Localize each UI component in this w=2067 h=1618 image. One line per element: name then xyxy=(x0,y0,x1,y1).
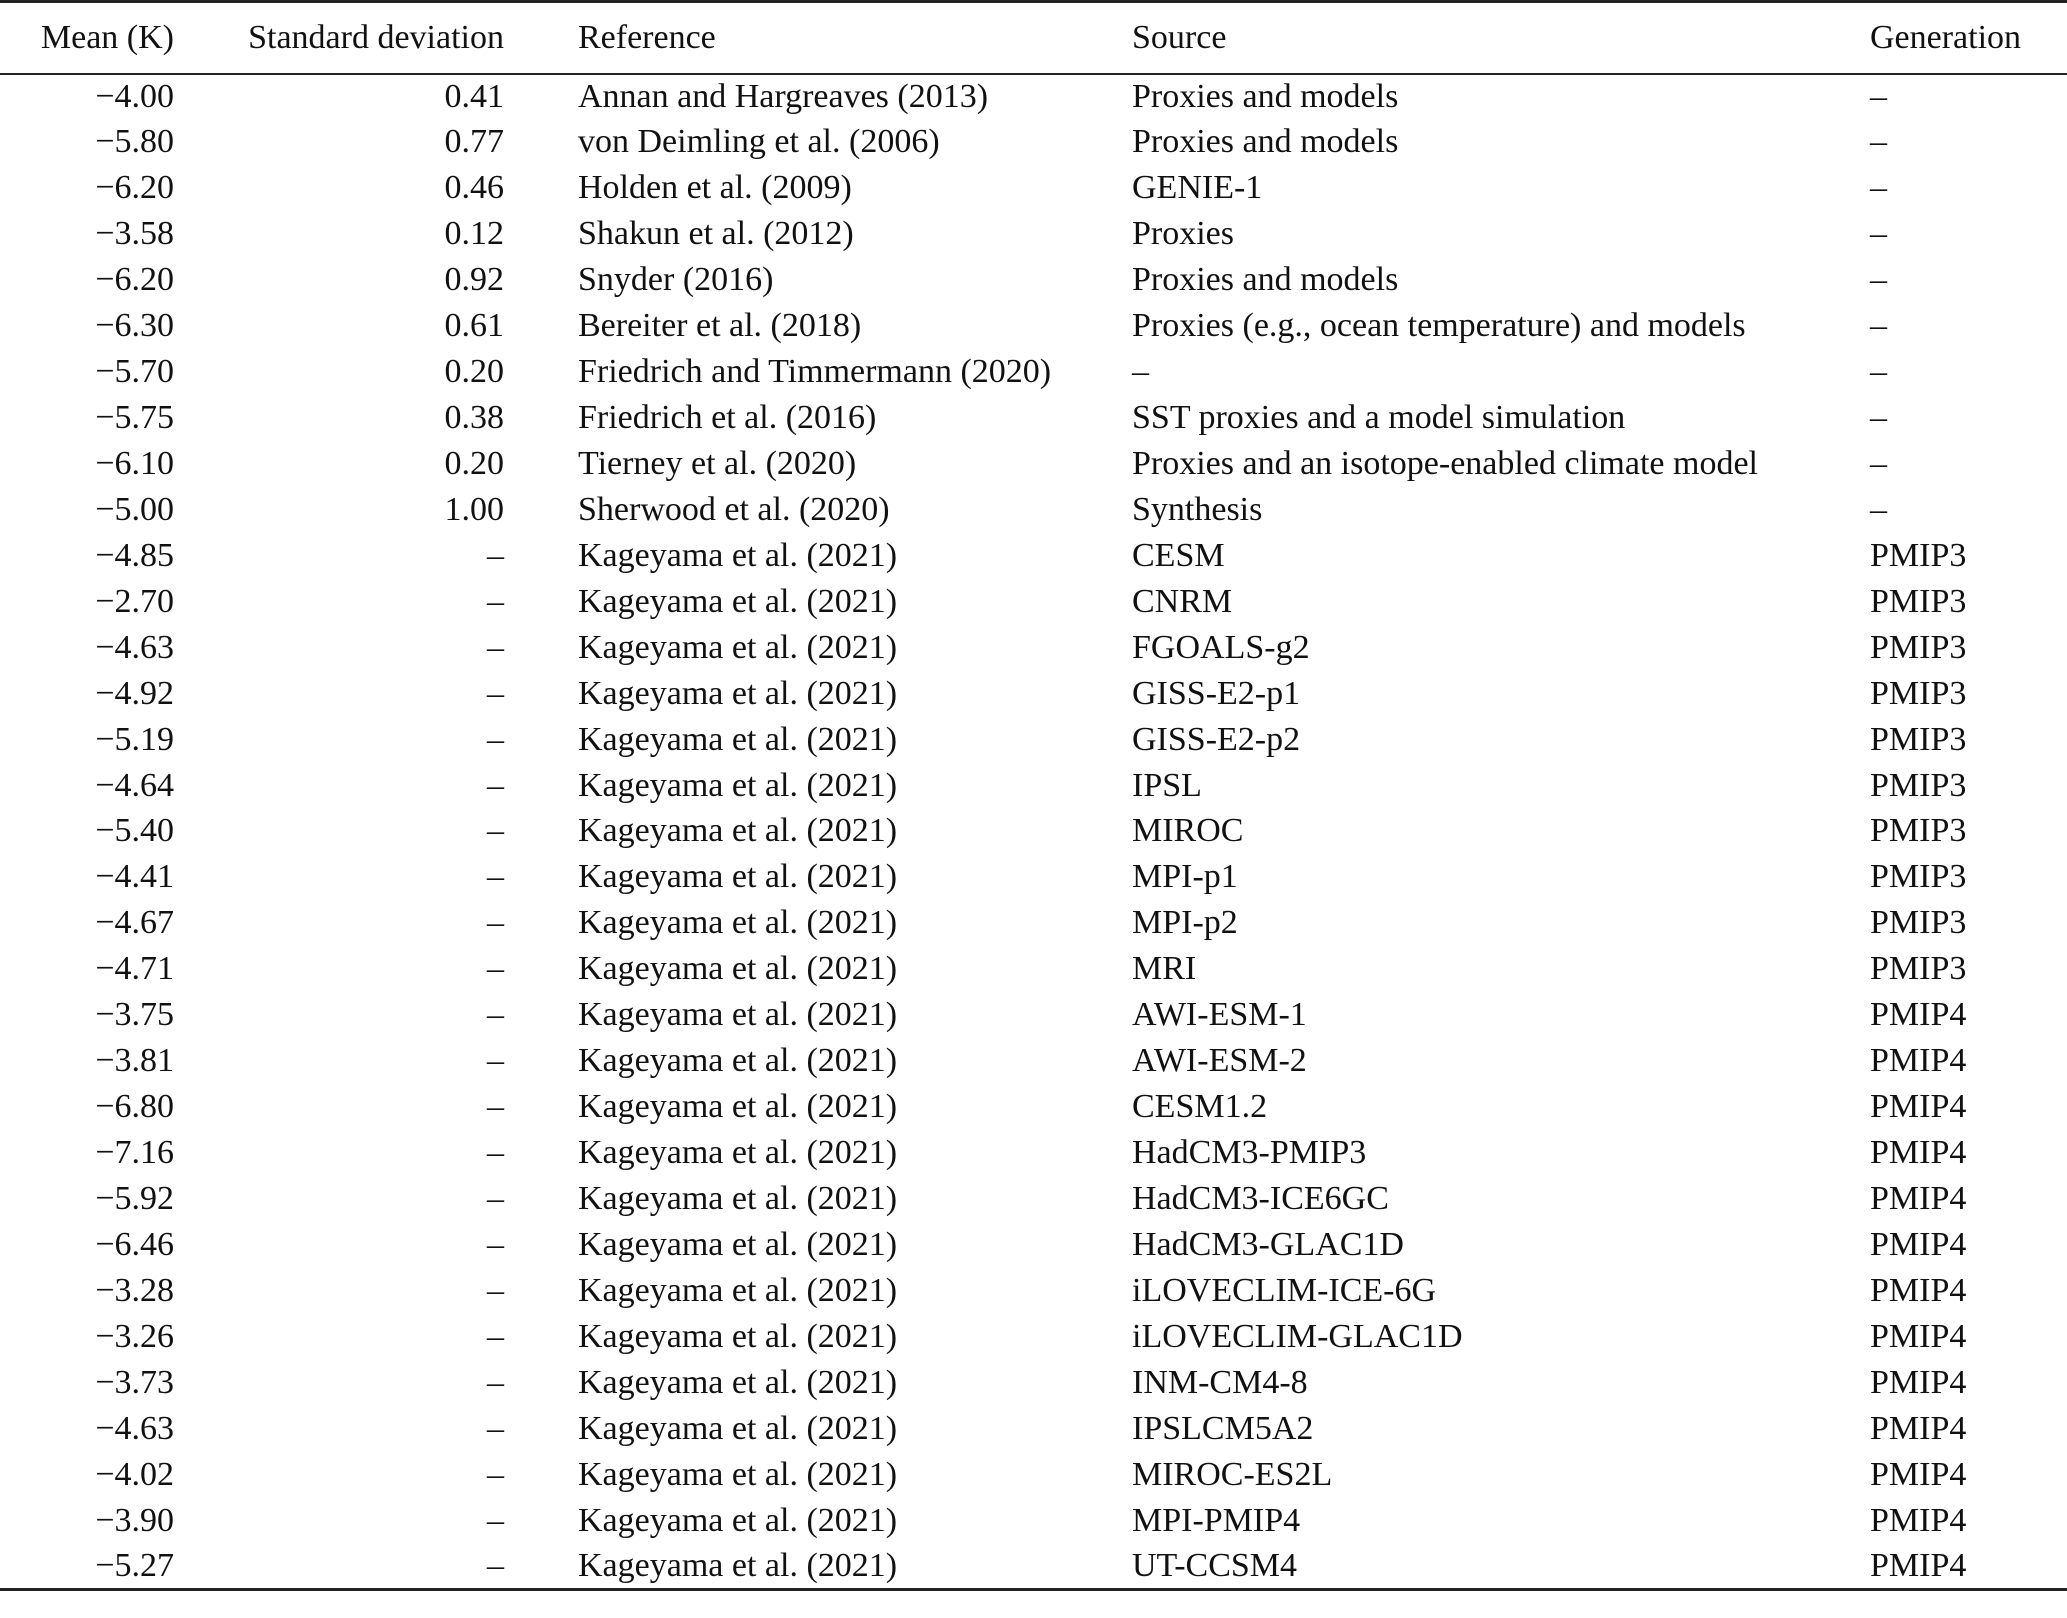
table-row xyxy=(0,211,2067,257)
cell-generation: PMIP3 xyxy=(1870,720,1967,758)
cell-generation: – xyxy=(1870,490,1887,528)
cell-source: iLOVECLIM-GLAC1D xyxy=(1132,1317,1463,1355)
header-standard-deviation: Standard deviation xyxy=(208,2,538,74)
cell-standard-deviation: 0.92 xyxy=(444,261,504,299)
cell-standard-deviation: 0.61 xyxy=(444,307,504,345)
table-row xyxy=(0,625,2067,671)
cell-standard-deviation: 0.12 xyxy=(444,215,504,253)
cell-source: SST proxies and a model simulation xyxy=(1132,399,1626,437)
cell-source: iLOVECLIM-ICE-6G xyxy=(1132,1271,1437,1309)
cell-source: AWI-ESM-1 xyxy=(1132,996,1307,1034)
cell-mean: −6.80 xyxy=(95,1088,174,1126)
cell-source: Proxies and an isotope-enabled climate model xyxy=(1132,444,1758,482)
cell-standard-deviation: 0.77 xyxy=(444,123,504,161)
cell-standard-deviation: – xyxy=(487,1409,504,1447)
cell-source: Synthesis xyxy=(1132,490,1263,528)
table-row xyxy=(0,579,2067,625)
cell-mean: −4.92 xyxy=(95,674,174,712)
cell-source: GISS-E2-p2 xyxy=(1132,720,1301,758)
cell-mean: −7.16 xyxy=(95,1134,174,1172)
table-row xyxy=(0,1130,2067,1176)
cell-source: MPI-p2 xyxy=(1132,904,1238,942)
table-row xyxy=(0,946,2067,992)
cell-source: GISS-E2-p1 xyxy=(1132,674,1301,712)
cell-reference: Kageyama et al. (2021) xyxy=(578,720,898,758)
cell-source: HadCM3-PMIP3 xyxy=(1132,1134,1367,1172)
cell-mean: −5.80 xyxy=(95,123,174,161)
cell-reference: Kageyama et al. (2021) xyxy=(578,1501,898,1539)
cell-generation: PMIP3 xyxy=(1870,582,1967,620)
cell-standard-deviation: – xyxy=(208,1544,538,1590)
cell-mean: −3.26 xyxy=(95,1317,174,1355)
cell-source: IPSLCM5A2 xyxy=(1132,1409,1314,1447)
cell-reference: Bereiter et al. (2018) xyxy=(578,307,862,345)
cell-mean: −3.73 xyxy=(95,1363,174,1401)
cell-reference: Tierney et al. (2020) xyxy=(578,444,857,482)
cell-source: FGOALS-g2 xyxy=(1132,628,1310,666)
cell-source: MIROC-ES2L xyxy=(1132,1455,1333,1493)
cell-standard-deviation: – xyxy=(487,720,504,758)
header-mean: Mean (K) xyxy=(0,2,208,74)
cell-source: CNRM xyxy=(1132,582,1233,620)
cell-standard-deviation: – xyxy=(487,996,504,1034)
cell-reference: Kageyama et al. (2021) xyxy=(578,628,898,666)
cell-reference: Annan and Hargreaves (2013) xyxy=(578,77,989,115)
cell-source: MPI-p1 xyxy=(1132,858,1238,896)
table-row xyxy=(0,1268,2067,1314)
cell-mean: −6.20 xyxy=(95,261,174,299)
table-row xyxy=(0,441,2067,487)
cell-reference: Kageyama et al. (2021) xyxy=(578,1042,898,1080)
table-row xyxy=(0,119,2067,165)
header-reference: Reference xyxy=(538,2,1122,74)
cell-reference: Friedrich et al. (2016) xyxy=(578,399,877,437)
cell-source: Proxies xyxy=(1132,215,1234,253)
cell-generation: PMIP4 xyxy=(1870,1317,1967,1355)
table-row xyxy=(0,763,2067,809)
table-body xyxy=(0,74,2067,1590)
cell-reference: Kageyama et al. (2021) xyxy=(578,1271,898,1309)
table-row xyxy=(0,74,2067,120)
cell-source: Proxies and models xyxy=(1132,77,1399,115)
cell-generation: – xyxy=(1870,353,1887,391)
table-row xyxy=(0,854,2067,900)
cell-generation: – xyxy=(1870,307,1887,345)
cell-standard-deviation: – xyxy=(487,1134,504,1172)
cell-reference: Kageyama et al. (2021) xyxy=(578,674,898,712)
cell-reference: Kageyama et al. (2021) xyxy=(578,1455,898,1493)
cell-reference: Kageyama et al. (2021) xyxy=(578,1317,898,1355)
cell-standard-deviation: 0.46 xyxy=(444,169,504,207)
cell-standard-deviation: 0.20 xyxy=(444,444,504,482)
cell-mean: −6.46 xyxy=(95,1225,174,1263)
cell-standard-deviation: – xyxy=(487,858,504,896)
cell-generation: PMIP4 xyxy=(1870,1134,1967,1172)
cell-mean: −5.19 xyxy=(95,720,174,758)
cell-source: GENIE-1 xyxy=(1132,169,1263,207)
cell-reference: Kageyama et al. (2021) xyxy=(578,1134,898,1172)
cell-mean: −3.58 xyxy=(95,215,174,253)
cell-generation: PMIP3 xyxy=(1870,536,1967,574)
cell-reference: Kageyama et al. (2021) xyxy=(578,950,898,988)
cell-mean: −6.30 xyxy=(95,307,174,345)
cell-generation: PMIP4 xyxy=(1864,1544,2067,1590)
cell-reference: Kageyama et al. (2021) xyxy=(578,1225,898,1263)
cell-mean: −5.70 xyxy=(95,353,174,391)
cell-reference: Kageyama et al. (2021) xyxy=(578,582,898,620)
cell-source: MRI xyxy=(1132,950,1197,988)
cell-mean: −6.20 xyxy=(95,169,174,207)
cell-mean: −4.41 xyxy=(95,858,174,896)
cell-generation: PMIP4 xyxy=(1870,1501,1967,1539)
table-row xyxy=(0,1406,2067,1452)
cell-generation: PMIP4 xyxy=(1870,1225,1967,1263)
cell-reference: Kageyama et al. (2021) xyxy=(578,904,898,942)
cell-source: CESM1.2 xyxy=(1132,1088,1268,1126)
table-row xyxy=(0,257,2067,303)
cell-reference: Sherwood et al. (2020) xyxy=(578,490,890,528)
cell-standard-deviation: – xyxy=(487,812,504,850)
cell-generation: PMIP4 xyxy=(1870,1409,1967,1447)
cell-mean: −3.75 xyxy=(95,996,174,1034)
cell-reference: Kageyama et al. (2021) xyxy=(578,858,898,896)
cell-reference: Kageyama et al. (2021) xyxy=(578,1363,898,1401)
cell-generation: – xyxy=(1870,261,1887,299)
cell-generation: PMIP4 xyxy=(1870,1455,1967,1493)
cell-mean: −3.28 xyxy=(95,1271,174,1309)
cell-generation: PMIP4 xyxy=(1870,1179,1967,1217)
table-row xyxy=(0,349,2067,395)
cell-reference: Shakun et al. (2012) xyxy=(578,215,854,253)
cell-standard-deviation: – xyxy=(487,1088,504,1126)
cell-source: Proxies and models xyxy=(1132,261,1399,299)
table-row xyxy=(0,1038,2067,1084)
cell-generation: PMIP4 xyxy=(1870,1363,1967,1401)
cell-standard-deviation: – xyxy=(487,628,504,666)
cell-generation: PMIP3 xyxy=(1870,628,1967,666)
cell-generation: – xyxy=(1870,123,1887,161)
cell-generation: – xyxy=(1870,77,1887,115)
cell-standard-deviation: – xyxy=(487,1363,504,1401)
cell-mean: −4.85 xyxy=(95,536,174,574)
cell-reference: Kageyama et al. (2021) xyxy=(578,996,898,1034)
cell-generation: – xyxy=(1870,399,1887,437)
table-row xyxy=(0,395,2067,441)
cell-standard-deviation: – xyxy=(487,582,504,620)
cell-standard-deviation: 0.41 xyxy=(444,77,504,115)
cell-standard-deviation: 1.00 xyxy=(444,490,504,528)
table-row xyxy=(0,809,2067,855)
cell-mean: −3.90 xyxy=(95,1501,174,1539)
cell-mean: −4.63 xyxy=(95,628,174,666)
cell-generation: – xyxy=(1870,215,1887,253)
cell-mean: −6.10 xyxy=(95,444,174,482)
cell-reference: von Deimling et al. (2006) xyxy=(578,123,940,161)
cell-source: INM-CM4-8 xyxy=(1132,1363,1308,1401)
cell-reference: Kageyama et al. (2021) xyxy=(578,1088,898,1126)
cell-source: Proxies and models xyxy=(1132,123,1399,161)
cell-mean: −4.63 xyxy=(95,1409,174,1447)
cell-source: HadCM3-ICE6GC xyxy=(1132,1179,1389,1217)
cell-source: HadCM3-GLAC1D xyxy=(1132,1225,1404,1263)
cell-reference: Friedrich and Timmermann (2020) xyxy=(578,353,1052,391)
table-row xyxy=(0,671,2067,717)
cell-generation: PMIP4 xyxy=(1870,996,1967,1034)
cell-generation: PMIP4 xyxy=(1870,1042,1967,1080)
table-row xyxy=(0,303,2067,349)
cell-generation: PMIP4 xyxy=(1870,1271,1967,1309)
table-row xyxy=(0,165,2067,211)
cell-mean: −4.64 xyxy=(95,766,174,804)
cell-standard-deviation: 0.38 xyxy=(444,399,504,437)
cell-source: Proxies (e.g., ocean temperature) and models xyxy=(1132,307,1746,345)
cell-mean: −4.02 xyxy=(95,1455,174,1493)
cell-generation: PMIP3 xyxy=(1870,674,1967,712)
cell-standard-deviation: – xyxy=(487,1271,504,1309)
table-row xyxy=(0,1360,2067,1406)
cell-mean: −5.75 xyxy=(95,399,174,437)
cell-reference: Snyder (2016) xyxy=(578,261,774,299)
cell-standard-deviation: 0.20 xyxy=(444,353,504,391)
cell-standard-deviation: – xyxy=(487,674,504,712)
header-row xyxy=(0,2,2067,74)
table-row xyxy=(0,1314,2067,1360)
cell-mean: −5.40 xyxy=(95,812,174,850)
table-row xyxy=(0,1544,2067,1590)
cell-standard-deviation: – xyxy=(487,1501,504,1539)
cell-mean: −3.81 xyxy=(95,1042,174,1080)
cell-standard-deviation: – xyxy=(487,766,504,804)
cell-mean: −5.92 xyxy=(95,1179,174,1217)
cell-source: MIROC xyxy=(1132,812,1244,850)
cell-mean: −5.00 xyxy=(95,490,174,528)
header-generation: Generation xyxy=(1864,2,2067,74)
table-row xyxy=(0,1222,2067,1268)
table-row xyxy=(0,1452,2067,1498)
cell-reference: Kageyama et al. (2021) xyxy=(578,766,898,804)
cell-generation: PMIP4 xyxy=(1870,1088,1967,1126)
table-row xyxy=(0,992,2067,1038)
cell-reference: Kageyama et al. (2021) xyxy=(578,536,898,574)
cell-generation: – xyxy=(1870,169,1887,207)
cell-standard-deviation: – xyxy=(487,1225,504,1263)
cell-standard-deviation: – xyxy=(487,1317,504,1355)
cell-standard-deviation: – xyxy=(487,536,504,574)
cell-source: AWI-ESM-2 xyxy=(1132,1042,1307,1080)
cell-standard-deviation: – xyxy=(487,1455,504,1493)
cell-mean: −4.71 xyxy=(95,950,174,988)
cell-generation: PMIP3 xyxy=(1870,766,1967,804)
table-row xyxy=(0,1498,2067,1544)
cell-reference: Kageyama et al. (2021) xyxy=(578,812,898,850)
table-row xyxy=(0,717,2067,763)
cell-standard-deviation: – xyxy=(487,904,504,942)
cell-generation: PMIP3 xyxy=(1870,812,1967,850)
cell-source: – xyxy=(1132,353,1149,391)
cell-source: IPSL xyxy=(1132,766,1202,804)
cell-reference: Holden et al. (2009) xyxy=(578,169,852,207)
cell-reference: Kageyama et al. (2021) xyxy=(578,1409,898,1447)
header-source: Source xyxy=(1122,2,1864,74)
cell-mean: −2.70 xyxy=(95,582,174,620)
cell-standard-deviation: – xyxy=(487,1179,504,1217)
cell-source: UT-CCSM4 xyxy=(1122,1544,1864,1590)
cell-generation: PMIP3 xyxy=(1870,858,1967,896)
cell-standard-deviation: – xyxy=(487,1042,504,1080)
cell-source: CESM xyxy=(1132,536,1225,574)
cell-mean: −4.00 xyxy=(95,77,174,115)
cell-generation: – xyxy=(1870,444,1887,482)
table-row xyxy=(0,487,2067,533)
cell-standard-deviation: – xyxy=(487,950,504,988)
cell-reference: Kageyama et al. (2021) xyxy=(538,1544,1122,1590)
table-row xyxy=(0,533,2067,579)
table-row xyxy=(0,1084,2067,1130)
table-header xyxy=(0,2,2067,74)
cell-generation: PMIP3 xyxy=(1870,904,1967,942)
table-row xyxy=(0,1176,2067,1222)
cell-generation: PMIP3 xyxy=(1870,950,1967,988)
cell-reference: Kageyama et al. (2021) xyxy=(578,1179,898,1217)
cell-source: MPI-PMIP4 xyxy=(1132,1501,1301,1539)
cell-mean: −5.27 xyxy=(0,1544,208,1590)
cell-mean: −4.67 xyxy=(95,904,174,942)
table-row xyxy=(0,900,2067,946)
